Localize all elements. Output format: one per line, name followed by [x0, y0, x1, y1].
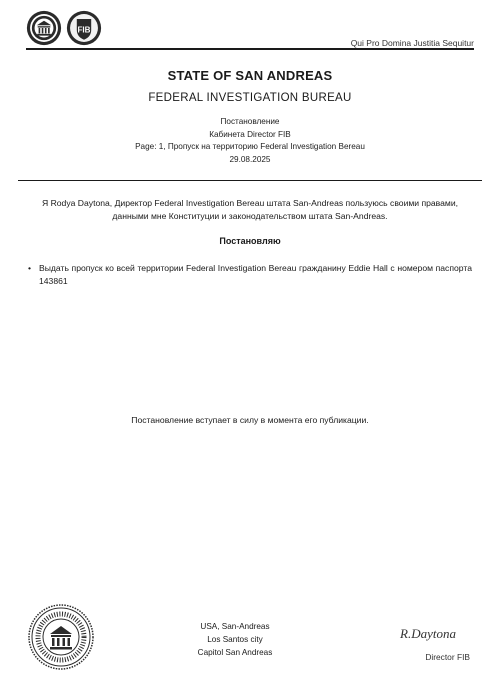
effect-note: Постановление вступает в силу в момента его публикации.: [131, 415, 369, 425]
decree-list: [28, 262, 472, 288]
header-divider: [26, 48, 474, 50]
meta-line-page: Page: 1, Пропуск на территорию Federal Investigation Bereau: [135, 142, 365, 151]
list-item: [28, 262, 472, 288]
intro-paragraph: Я Rodya Daytona, Директор Federal Investigation Bereau штата San-Andreas пользуюсь своими правами, данными мне Конституции и законодательством штата San-Andreas.: [41, 198, 459, 221]
fib-shield-icon: [66, 10, 102, 46]
footer-address: [150, 620, 320, 659]
signer-title: Director FIB: [425, 652, 470, 662]
document-title: STATE OF SAN ANDREAS: [167, 68, 333, 83]
meta-line-date: 29.08.2025: [229, 154, 271, 164]
signature: [398, 622, 478, 644]
document-meta: [0, 116, 500, 166]
decree-heading: Постановляю: [219, 236, 281, 246]
header-motto: Qui Pro Domina Justitia Sequitur: [350, 38, 474, 48]
fib-logo-text: FIB: [77, 25, 91, 35]
document-subtitle: FEDERAL INVESTIGATION BUREAU: [148, 92, 352, 104]
list-item-text: Выдать пропуск ко всей территории Federal Investigation Bereau гражданину Eddie Hall с номером паспорта 143861: [39, 263, 472, 286]
address-line-building: Capitol San Andreas: [197, 648, 273, 657]
header-logos: [26, 10, 102, 46]
meta-line-office: Кабинета Director FIB: [209, 129, 291, 139]
address-line-country: USA, San-Andreas: [200, 622, 270, 631]
meta-line-type: Постановление: [220, 117, 280, 126]
bullet-icon: •: [28, 263, 32, 273]
fbi-seal-icon: [26, 10, 62, 46]
fbi-seal-icon: [28, 604, 94, 670]
signature-text: R.Daytona: [400, 626, 456, 641]
section-divider: [18, 180, 482, 181]
address-line-city: Los Santos city: [207, 635, 263, 644]
